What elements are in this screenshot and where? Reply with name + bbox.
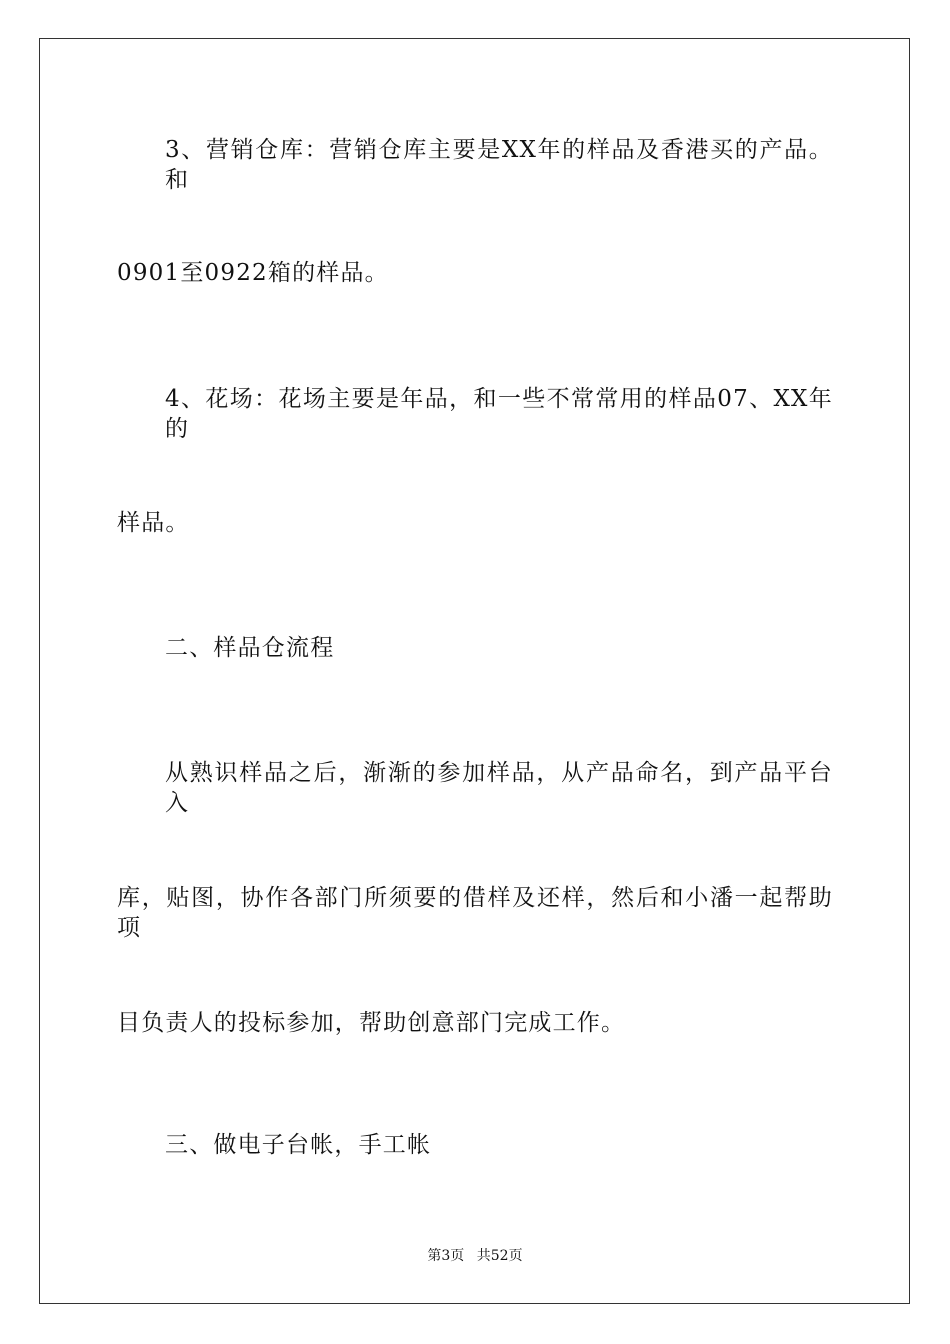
paragraph-line-1: 3、营销仓库：营销仓库主要是XX年的样品及香港买的产品。和 [165,137,833,193]
paragraph-line-3: 4、花场：花场主要是年品，和一些不常常用的样品07、XX年的 [165,386,833,442]
page-border [39,38,910,1304]
page-total: 共52页 [476,1248,523,1264]
page-footer [0,1247,950,1265]
paragraph-line-8: 目负责人的投标参加，帮助创意部门完成工作。 [117,1010,626,1036]
paragraph-line-6: 从熟识样品之后，渐渐的参加样品，从产品命名，到产品平台入 [165,760,833,816]
section-heading-2: 二、样品仓流程 [165,635,335,661]
page-number: 第3页 [427,1248,465,1264]
paragraph-line-7: 库，贴图，协作各部门所须要的借样及还样，然后和小潘一起帮助项 [117,885,833,941]
paragraph-line-4: 样品。 [117,510,190,536]
section-heading-3: 三、做电子台帐，手工帐 [165,1132,432,1158]
paragraph-line-2: 0901至0922箱的样品。 [117,260,389,286]
